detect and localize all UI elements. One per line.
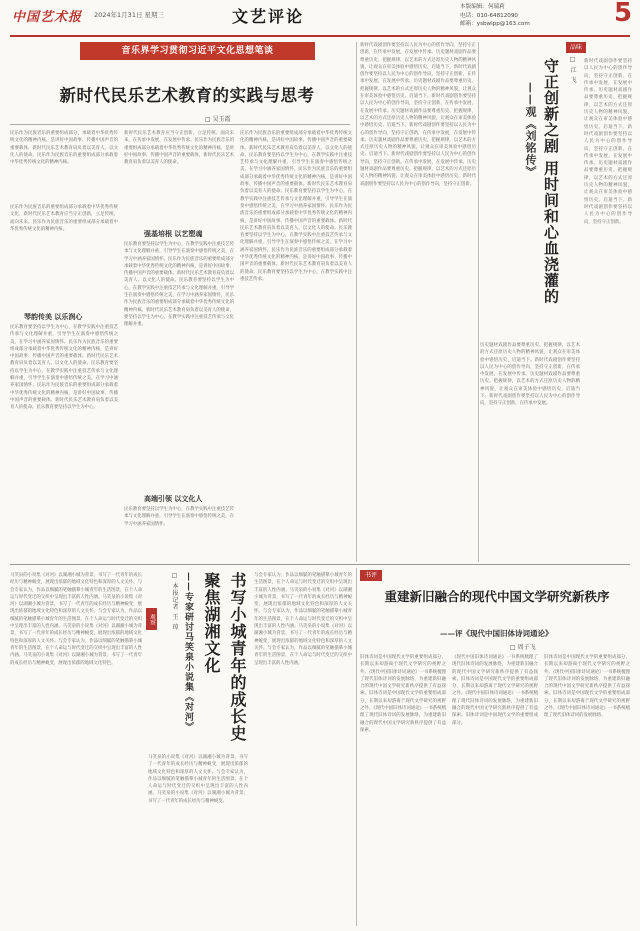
column-rule: [356, 42, 357, 562]
headline: 书写小城青年的成长史 聚焦湖湘文化: [202, 572, 247, 742]
subhead: ——评《现代中国旧体诗词通论》: [440, 629, 553, 638]
body-text: 旧体诗词是中国现代文学的重要组成部分，长期以来却游离于现代文学研究的视野之外。《现代中国旧体诗词通论》一书系统梳理了现代旧体诗词的发展脉络，为重建新旧融合的现代中国文学研究新秩序提供了有益探索。旧体诗词是中国现代文学的重要组成部分，长期以来却游离于现代文学研究的视野之外。《现代中国旧体诗词通论》一书系统梳理了现代旧体诗词的发展脉络，为重建新旧融合的现代中国文学研究新秩序提供了有益探索。: [360, 655, 446, 733]
body-text: 民乐作为民族音乐的重要组成部分，承载着中华优秀传统文化的精神内核，是讲好中国故事、传播中国声音的重要载体，新时代民乐艺术教育肩负着以美育人、以文化人的使命。民乐作为民族音乐的重要组成部分承载着中华优秀传统文化的精神内核。: [10, 131, 118, 166]
masthead: [0, 0, 640, 36]
byline: □ 周子飞: [510, 644, 536, 651]
column-tag: 书评: [360, 570, 382, 581]
subhead: ——专家研讨马笑泉小说集《对河》: [183, 572, 193, 732]
article-1: [10, 42, 353, 562]
byline: □ 吴玉霞: [205, 116, 231, 123]
headline: 守正创新之剧 用时间和心血浇灌的: [542, 58, 560, 305]
column-rule: [356, 568, 357, 926]
column-tag: 品味: [566, 42, 586, 53]
body-text: 新时代戏剧创作要坚持以人民为中心的创作导向，坚持守正创新，在传承中发展，在发展中传承。历史题材戏剧作品要尊重历史、把握规律，以艺术的方式还原历史人物的精神风貌，让观众在审美体验中感悟历史、启迪当下。新时代戏剧创作要坚持以人民为中心的创作导向，坚持守正创新，在传承中发展，在发展中传承。历史题材戏剧作品要尊重历史、把握规律，以艺术的方式还原历史人物的精神风貌，让观众在审美体验中感悟历史、启迪当下。新时代戏剧创作要坚持以人民为中心的创作导向，坚持守正创新，在传承中发展，在发展中传承。历史题材戏剧作品要尊重历史、把握规律，以艺术的方式还原历史人物的精神风貌，让观众在审美体验中感悟历史、启迪当下。新时代戏剧创作要坚持以人民为中心的创作导向，坚持守正创新，在传承中发展，在发展中传承。历史题材戏剧作品要尊重历史、把握规律，以艺术的方式还原历史人物的精神风貌，让观众在审美体验中感悟历史、启迪当下。新时代戏剧创作要坚持以人民为中心的创作导向，坚持守正创新，在传承中发展，在发展中传承。历史题材戏剧作品要尊重历史、把握规律，以艺术的方式还原历史人物的精神风貌，让观众在审美体验中感悟历史。新时代戏剧创作要坚持以人民为中心的创作导向，坚持守正创新。: [360, 43, 476, 187]
headline: 新时代民乐艺术教育的实践与思考: [59, 86, 315, 105]
body-text: 民乐作为民族音乐的重要组成部分承载着中华优秀传统文化，新时代民乐艺术教育应当守正创新，立足传统、面向未来。民乐作为民族音乐的重要组成部分承载着中华优秀传统文化的精神内核。: [10, 205, 118, 232]
body-text: 民乐作为民族音乐的重要组成部分承载着中华优秀传统文化的精神内核，是讲好中国故事、传播中国声音的重要载体。新时代民乐艺术教育肩负着以美育人、以文化人的使命。民乐教育要坚持以学生为中心，在教学实践中注重技艺传承与文化理解并重，引导学生在演奏中感悟传统之美，在学习中涵养家国情怀，民乐作为民族音乐的重要组成部分承载着中华优秀传统文化的精神内核，是讲好中国故事、传播中国声音的重要载体。新时代民乐艺术教育肩负着以美育人的使命。民乐教育要坚持以学生为中心，在教学实践中注重技艺传承与文化理解并重，引导学生在演奏中感悟传统之美，在学习中涵养家国情怀。民乐作为民族音乐的重要组成部分承载着中华优秀传统文化的精神内核，是讲好中国故事、传播中国声音的重要载体。新时代民乐艺术教育肩负着以美育人、以文化人的使命。民乐教育要坚持以学生为中心，在教学实践中注重技艺传承与文化理解并重，引导学生在演奏中感悟传统之美，在学习中涵养家国情怀，民乐作为民族音乐的重要组成部分承载着中华优秀传统文化的精神内核，是讲好中国故事、传播中国声音的重要载体。新时代民乐艺术教育肩负着以美育人的使命。民乐教育要坚持以学生为中心，在教学实践中注重技艺传承。: [240, 131, 352, 282]
subhead: ——观《刘铭传》: [524, 82, 537, 178]
column-rule: [478, 42, 479, 562]
section-title: 文艺评论: [232, 7, 305, 26]
body-text: 《现代中国旧体诗词通论》一书系统梳理了现代旧体诗词的发展脉络，为重建新旧融合的现代中国文学研究新秩序提供了有益探索。旧体诗词是中国现代文学的重要组成部分，长期以来却游离于现代文学研究的视野之外。《现代中国旧体诗词通论》一书系统梳理了现代旧体诗词的发展脉络，为重建新旧融合的现代中国文学研究新秩序提供了有益探索。旧体诗词是中国现代文学的重要组成部分。: [452, 655, 538, 726]
issue-date: [94, 10, 164, 19]
body-text: 旧体诗词是中国现代文学的重要组成部分，长期以来却游离于现代文学研究的视野之外。《现代中国旧体诗词通论》一书系统梳理了现代旧体诗词的发展脉络，为重建新旧融合的现代中国文学研究新秩序提供了有益探索。旧体诗词是中国现代文学的重要组成部分，长期以来却游离于现代文学研究的视野之外。《现代中国旧体诗词通论》一书系统梳理了现代旧体诗词的发展脉络。: [544, 655, 630, 719]
editor-contact: 本版编辑：何瑞莉: [460, 4, 505, 10]
subhead-3: 高端引领 以文化人: [144, 494, 203, 503]
article-2: [480, 42, 632, 562]
byline: □ 本报记者 王 琼: [171, 572, 178, 631]
subhead-1: 琴韵传美 以乐润心: [24, 312, 83, 321]
headline-rule: [10, 124, 350, 125]
body-text: 民乐教育要坚持以学生为中心，在教学实践中注重技艺传承与文化理解并重，引导学生在演奏中感悟传统之美，在学习中涵养家国情怀。: [124, 507, 234, 527]
body-text: 民乐教育要坚持以学生为中心，在教学实践中注重技艺传承与文化理解并重，引导学生在演奏中感悟传统之美，在学习中涵养家国情怀。民乐作为民族音乐的重要组成部分承载着中华优秀传统文化的精神内核，是讲好中国故事、传播中国声音的重要载体。新时代民乐艺术教育肩负着以美育人、以文化人的使命。民乐教育要坚持以学生为中心，在教学实践中注重技艺传承与文化理解并重，引导学生在演奏中感悟传统之美，在学习中涵养家国情怀，民乐作为民族音乐的重要组成部分承载着中华优秀传统文化的精神内核。新时代民乐艺术教育肩负着以美育人的使命，要坚持以学生为中心，在教学实践中注重技艺传承与文化理解并重。: [124, 242, 234, 328]
column-tag: 观察: [146, 608, 157, 630]
banner: [80, 42, 315, 60]
masthead-rule: [10, 35, 630, 37]
body-text: 与会专家认为，作品以细腻的笔触描摹小城青年的生活图景，在个人命运与时代变迁的交织中呈现出丰富的人性内涵。马笑泉的小说集《对河》以湖湘小城为背景，书写了一代青年的成长经历与精神蜕变，展现出浓郁的地域文化特色和深厚的人文关怀。与会专家认为，作品以细腻的笔触描摹小城青年的生活图景，在个人命运与时代变迁的交织中呈现出丰富的人性内涵。马笑泉的小说集《对河》以湖湘小城为背景，书写了一代青年的成长经历与精神蜕变，展现出浓郁的地域文化特色和深厚的人文关怀。与会专家认为，作品以细腻的笔触描摹小城青年的生活图景，在个人命运与时代变迁的交织中呈现出丰富的人性内涵。: [254, 573, 352, 666]
phone-contact: 电话：010-64812090: [460, 12, 518, 19]
body-text: 新时代民乐艺术教育应当守正创新，立足传统、面向未来，在传承中发展，在发展中传承。民乐作为民族音乐的重要组成部分承载着中华优秀传统文化的精神内核，是讲好中国故事、传播中国声音的重要载体，新时代民乐艺术教育肩负着以美育人的使命。: [124, 131, 234, 166]
section-rule: [10, 564, 630, 565]
headline: 重建新旧融合的现代中国文学研究新秩序: [384, 589, 610, 604]
weekday: 星期三: [144, 11, 165, 19]
subhead-2: 强基培根 以艺塑魂: [144, 229, 203, 238]
contact-info: [460, 3, 610, 29]
body-text: 新时代戏剧创作要坚持以人民为中心的创作导向，坚持守正创新，在传承中发展，在发展中传承。历史题材戏剧作品要尊重历史、把握规律，以艺术的方式还原历史人物的精神风貌，让观众在审美体验中感悟历史、启迪当下。新时代戏剧创作要坚持以人民为中心的创作导向，坚持守正创新，在传承中发展，在发展中传承。历史题材戏剧作品要尊重历史、把握规律，以艺术的方式还原历史人物的精神风貌，让观众在审美体验中感悟历史、启迪当下。新时代戏剧创作要坚持以人民为中心的创作导向，坚持守正创新。: [584, 59, 632, 225]
email-contact: 邮箱：ysbwlpp@163.com: [460, 21, 530, 27]
article-4: [360, 568, 632, 928]
paper-name-logo: 中国艺术报: [12, 10, 83, 25]
body-text: 马笑泉的小说集《对河》以湖湘小城为背景，书写了一代青年的成长经历与精神蜕变，展现出浓郁的地域文化特色和深厚的人文关怀。与会专家认为，作品以细腻的笔触描摹小城青年的生活图景，在个人命运与时代变迁的交织中呈现出丰富的人性内涵。马笑泉的小说集《对河》以湖湘小城为背景，书写了一代青年的成长经历与精神蜕变。: [148, 755, 248, 804]
body-text: 历史题材戏剧作品要尊重历史、把握规律，以艺术的方式还原历史人物的精神风貌，让观众在审美体验中感悟历史、启迪当下。新时代戏剧创作要坚持以人民为中心的创作导向，坚持守正创新，在传承中发展，在发展中传承。历史题材戏剧作品要尊重历史、把握规律，以艺术的方式还原历史人物的精神风貌，让观众在审美体验中感悟历史、启迪当下。新时代戏剧创作要坚持以人民为中心的创作导向，坚持守正创新，在传承中发展。: [480, 343, 580, 407]
body-text: 马笑泉的小说集《对河》以湖湘小城为背景，书写了一代青年的成长经历与精神蜕变，展现出浓郁的地域文化特色和深厚的人文关怀。与会专家认为，作品以细腻的笔触描摹小城青年的生活图景，在个人命运与时代变迁的交织中呈现出丰富的人性内涵。马笑泉的小说集《对河》以湖湘小城为背景，书写了一代青年的成长经历与精神蜕变，展现出浓郁的地域文化特色和深厚的人文关怀。与会专家认为，作品以细腻的笔触描摹小城青年的生活图景，在个人命运与时代变迁的交织中呈现出丰富的人性内涵。马笑泉的小说集《对河》以湖湘小城为背景，书写了一代青年的成长经历与精神蜕变，展现出浓郁的地域文化特色和深厚的人文关怀。与会专家认为，作品以细腻的笔触描摹小城青年的生活图景，在个人命运与时代变迁的交织中呈现出丰富的人性内涵。马笑泉的小说集《对河》以湖湘小城为背景，书写了一代青年的成长经历与精神蜕变，展现出浓郁的地域文化特色。: [10, 573, 142, 666]
banner-title: 音乐界学习贯彻习近平文化思想笔谈: [121, 46, 274, 56]
article-3: [10, 568, 353, 928]
page-number: 5: [614, 0, 633, 28]
body-text: 民乐教育要坚持以学生为中心，在教学实践中注重技艺传承与文化理解并重，引导学生在演奏中感悟传统之美，在学习中涵养家国情怀。民乐作为民族音乐的重要组成部分承载着中华优秀传统文化的精神内核，是讲好中国故事、传播中国声音的重要载体。新时代民乐艺术教育肩负着以美育人、以文化人的使命。民乐教育要坚持以学生为中心，在教学实践中注重技艺传承与文化理解并重，引导学生在演奏中感悟传统之美，在学习中涵养家国情怀，民乐作为民族音乐的重要组成部分承载着中华优秀传统文化的精神内核，是讲好中国故事、传播中国声音的重要载体。新时代民乐艺术教育肩负着以美育人的使命。民乐教育要坚持以学生为中心。: [10, 325, 118, 411]
date: 2024年1月31日: [94, 11, 143, 19]
byline: □ 江 飞: [569, 56, 576, 84]
